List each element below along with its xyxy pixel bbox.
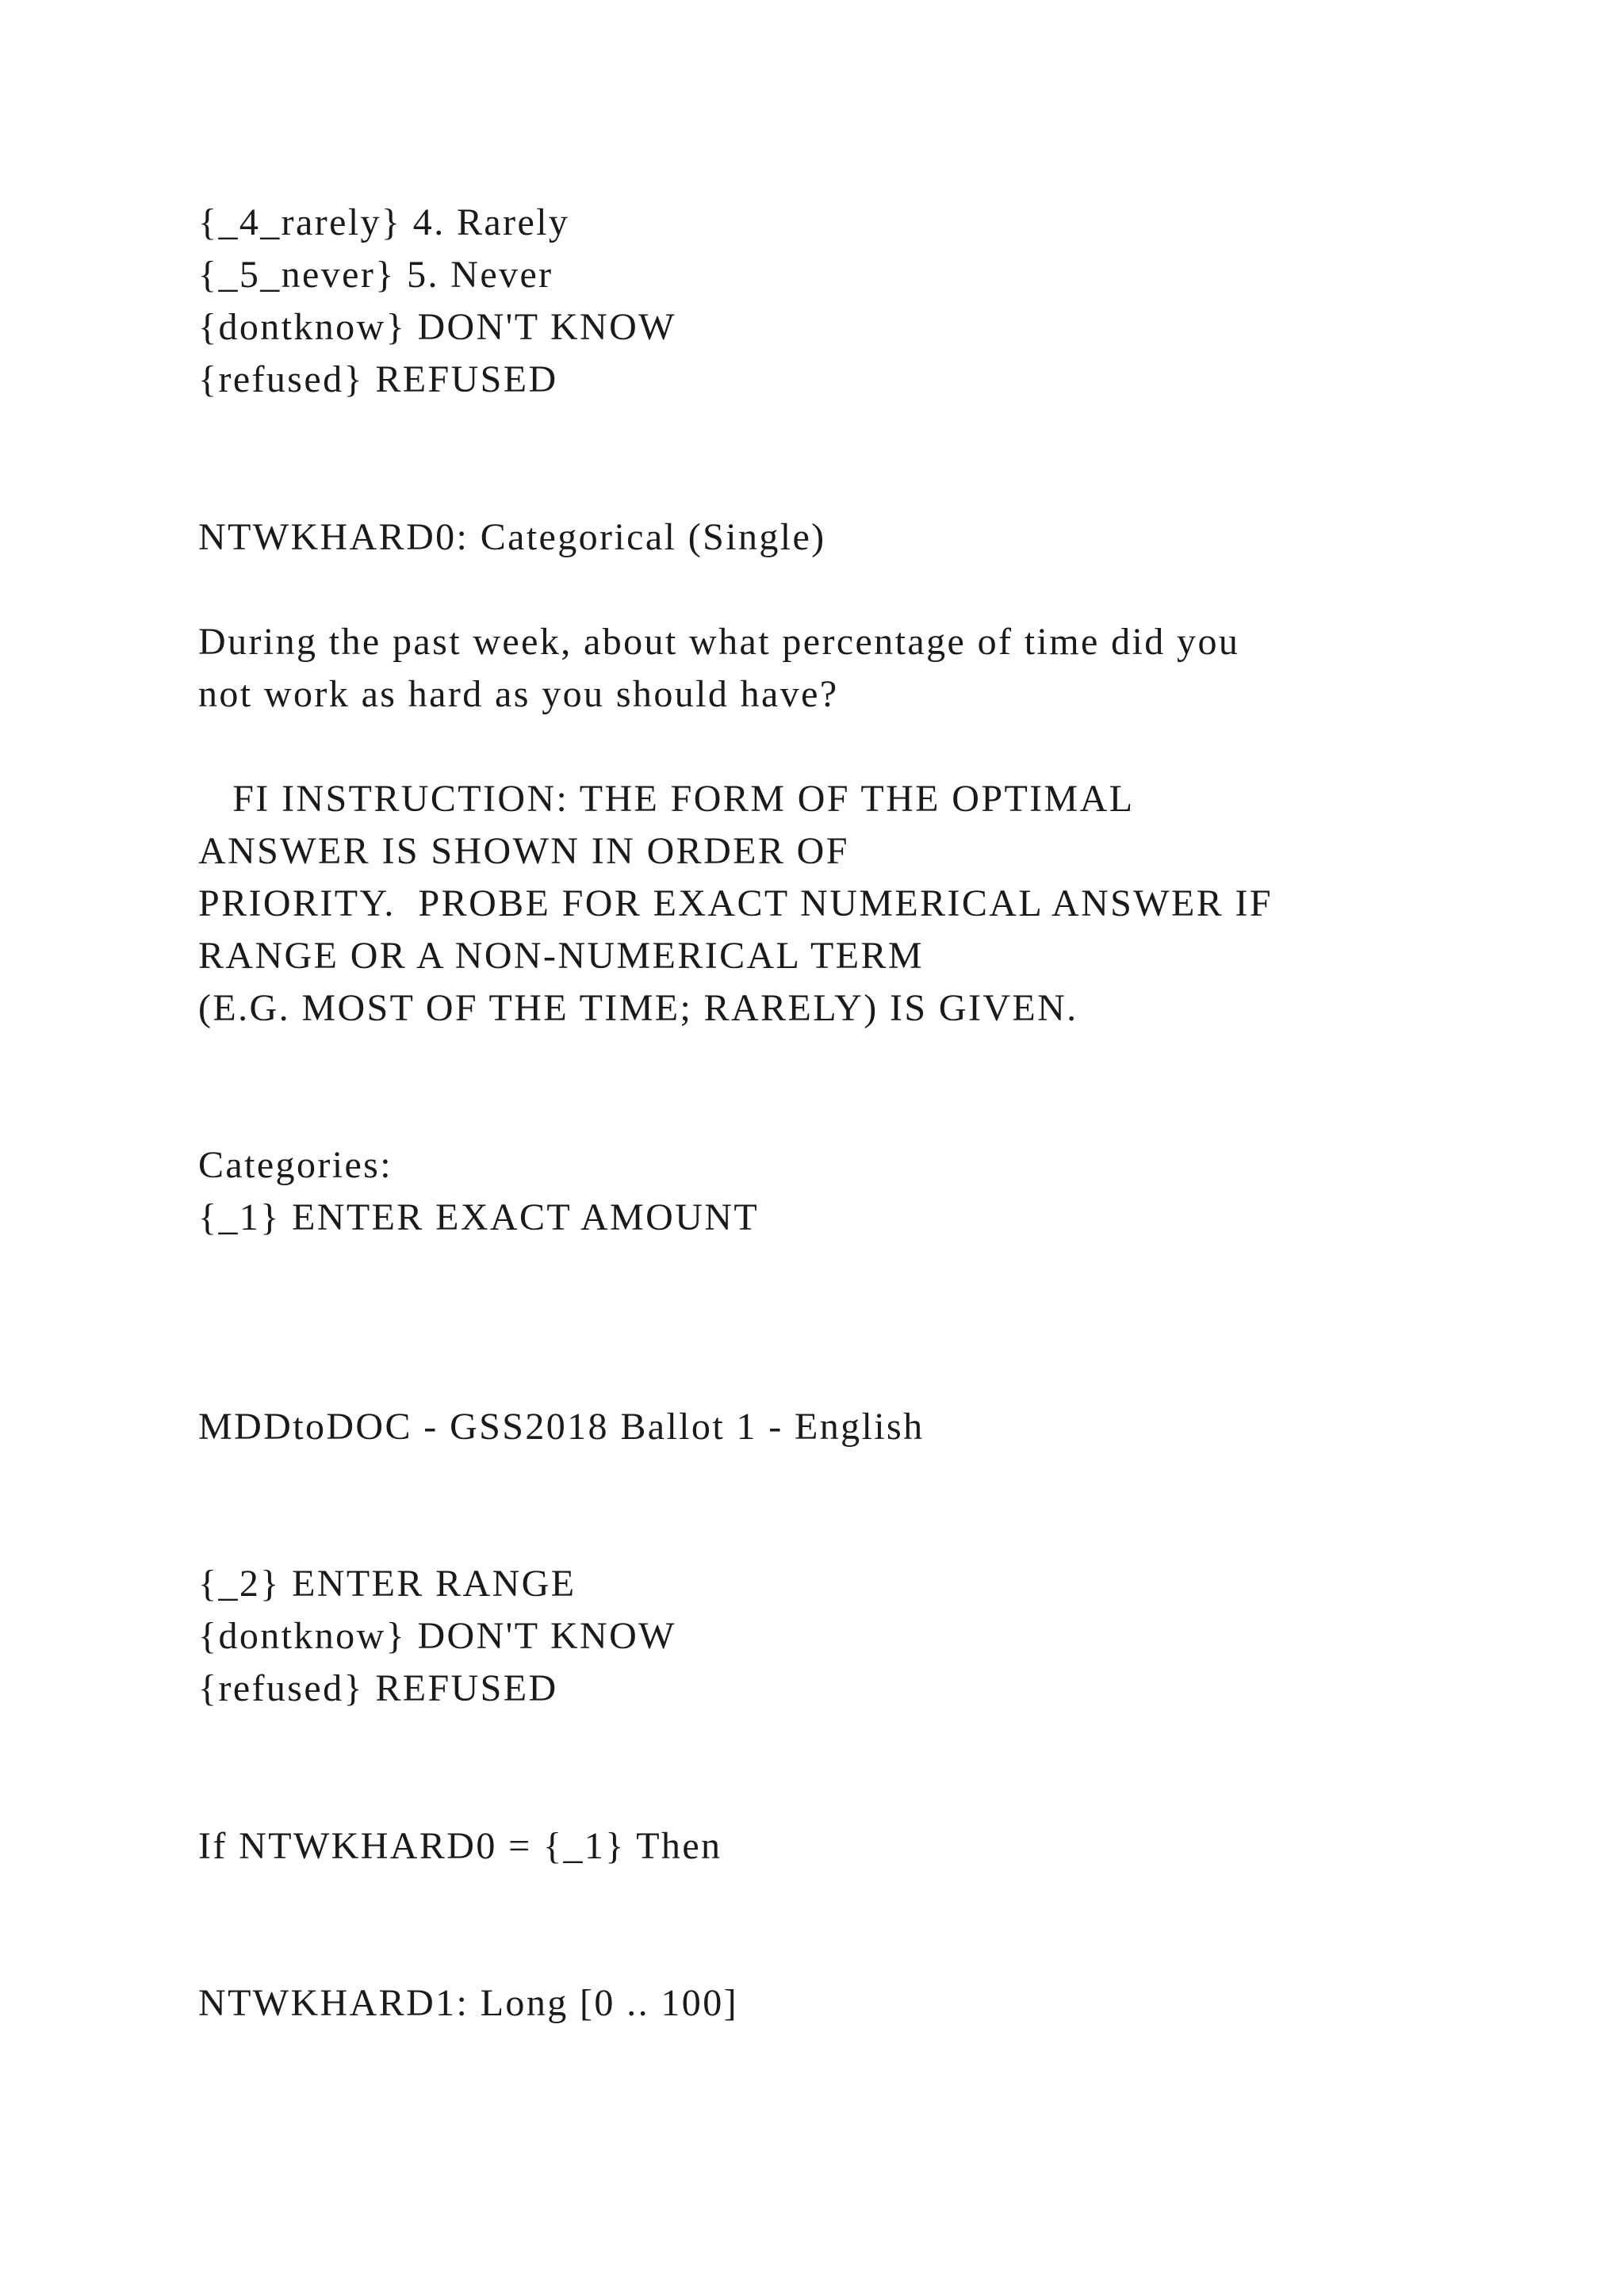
instruction-line-4: RANGE OR A NON-NUMERICAL TERM — [198, 935, 924, 977]
condition-line: If NTWKHARD0 = {_1} Then — [198, 1825, 722, 1867]
categories-heading: Categories: — [198, 1144, 393, 1186]
instruction-line-2: ANSWER IS SHOWN IN ORDER OF — [198, 830, 849, 872]
category-refused-2: {refused} REFUSED — [198, 1667, 558, 1709]
category-dontknow: {dontknow} DON'T KNOW — [198, 306, 676, 348]
document-footer: MDDtoDOC - GSS2018 Ballot 1 - English — [198, 1406, 925, 1448]
category-range: {_2} ENTER RANGE — [198, 1563, 576, 1605]
question-text-line-2: not work as hard as you should have? — [198, 673, 839, 715]
category-refused: {refused} REFUSED — [198, 358, 558, 400]
instruction-line-5: (E.G. MOST OF THE TIME; RARELY) IS GIVEN. — [198, 987, 1078, 1029]
instruction-line-1: FI INSTRUCTION: THE FORM OF THE OPTIMAL — [198, 778, 1135, 820]
instruction-line-3: PRIORITY. PROBE FOR EXACT NUMERICAL ANSWER IF — [198, 882, 1274, 924]
question-header: NTWKHARD0: Categorical (Single) — [198, 516, 826, 558]
question-text-line-1: During the past week, about what percentage of time did you — [198, 621, 1240, 663]
category-dontknow-2: {dontknow} DON'T KNOW — [198, 1615, 676, 1657]
variable-header: NTWKHARD1: Long [0 .. 100] — [198, 1982, 738, 2024]
category-rarely: {_4_rarely} 4. Rarely — [198, 201, 570, 243]
category-never: {_5_never} 5. Never — [198, 254, 553, 296]
category-exact-amount: {_1} ENTER EXACT AMOUNT — [198, 1196, 760, 1238]
